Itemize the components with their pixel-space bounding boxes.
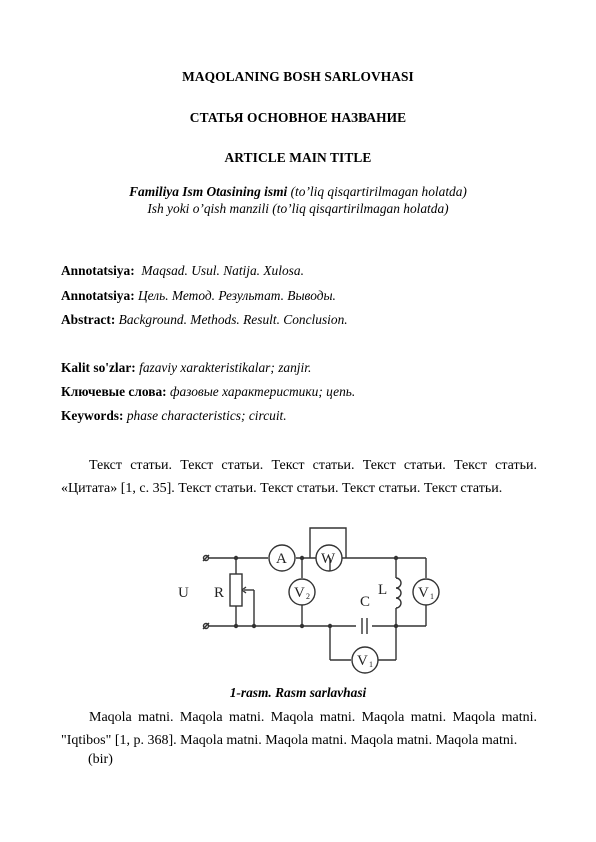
abstract-uz-text: Maqsad. Usul. Natija. Xulosa.	[141, 263, 304, 278]
body-ru-line1: Текст статьи. Текст статьи. Текст статьи. Текст статьи. Текст статьи.	[89, 458, 537, 473]
abstract-en-label: Abstract:	[61, 312, 116, 327]
inductor-l	[396, 578, 401, 608]
body-uz-line1: Maqola matni. Maqola matni. Maqola matni. Maqola matni. Maqola matni.	[89, 710, 537, 725]
keywords-ru	[61, 384, 355, 400]
author-name: Familiya Ism Otasining ismi	[129, 184, 288, 199]
label-v2-sub: 2	[306, 592, 310, 601]
circuit-diagram	[170, 520, 440, 680]
abstract-ru	[61, 288, 336, 304]
author-affiliation	[0, 201, 596, 217]
label-v1-bottom-sub: 1	[369, 660, 373, 669]
label-a: A	[276, 551, 287, 567]
keywords-uz	[61, 360, 311, 376]
abstract-ru-text: Цель. Метод. Результат. Выводы.	[138, 288, 336, 303]
body-paragraph-ru	[61, 454, 537, 500]
resistor-r	[230, 574, 242, 606]
author-line	[0, 184, 596, 200]
body-uz-line2: "Iqtibos" [1, p. 368]. Maqola matni. Maqola matni. Maqola matni. Maqola matni.	[61, 733, 518, 748]
keywords-en	[61, 408, 287, 424]
figure-caption: 1-rasm. Rasm sarlavhasi	[229, 685, 367, 700]
label-l: L	[378, 582, 388, 598]
label-v1-right-sub: 1	[430, 592, 434, 601]
label-v1-bottom: V	[357, 653, 368, 669]
footer-note: (bir)	[88, 752, 113, 767]
title-ru: СТАТЬЯ ОСНОВНОЕ НАЗВАНИЕ	[189, 110, 407, 125]
abstract-en	[61, 312, 348, 328]
keywords-uz-text: fazaviy xarakteristikalar; zanjir.	[139, 360, 312, 375]
label-u: U	[178, 585, 189, 601]
body-ru-line2: «Цитата» [1, с. 35]. Текст статьи. Текст статьи. Текст статьи. Текст статьи.	[61, 481, 503, 496]
keywords-ru-text: фазовые характеристики; цепь.	[169, 384, 356, 399]
junction-dots	[234, 556, 398, 628]
abstract-ru-label: Annotatsiya:	[61, 288, 135, 303]
keywords-en-label: Keywords:	[61, 408, 124, 423]
label-r: R	[214, 585, 225, 601]
keywords-ru-label: Ключевые слова:	[61, 384, 167, 399]
label-c: C	[360, 594, 371, 610]
label-w: W	[321, 551, 336, 567]
body-paragraph-uz	[61, 706, 537, 752]
label-v2: V	[294, 585, 305, 601]
title-en: ARTICLE MAIN TITLE	[224, 150, 372, 165]
abstract-en-text: Background. Methods. Result. Conclusion.	[118, 312, 348, 327]
title-uz: MAQOLANING BOSH SARLOVHASI	[182, 69, 414, 84]
label-v1-right: V	[418, 585, 429, 601]
author-name-note: (to’liq qisqartirilmagan holatda)	[290, 184, 467, 199]
abstract-uz-label: Annotatsiya:	[61, 263, 135, 278]
keywords-en-text: phase characteristics; circuit.	[126, 408, 287, 423]
abstract-uz	[61, 263, 304, 279]
affiliation-text: Ish yoki o’qish manzili (to’liq qisqartirilmagan holatda)	[147, 201, 449, 216]
keywords-uz-label: Kalit so'zlar:	[61, 360, 136, 375]
